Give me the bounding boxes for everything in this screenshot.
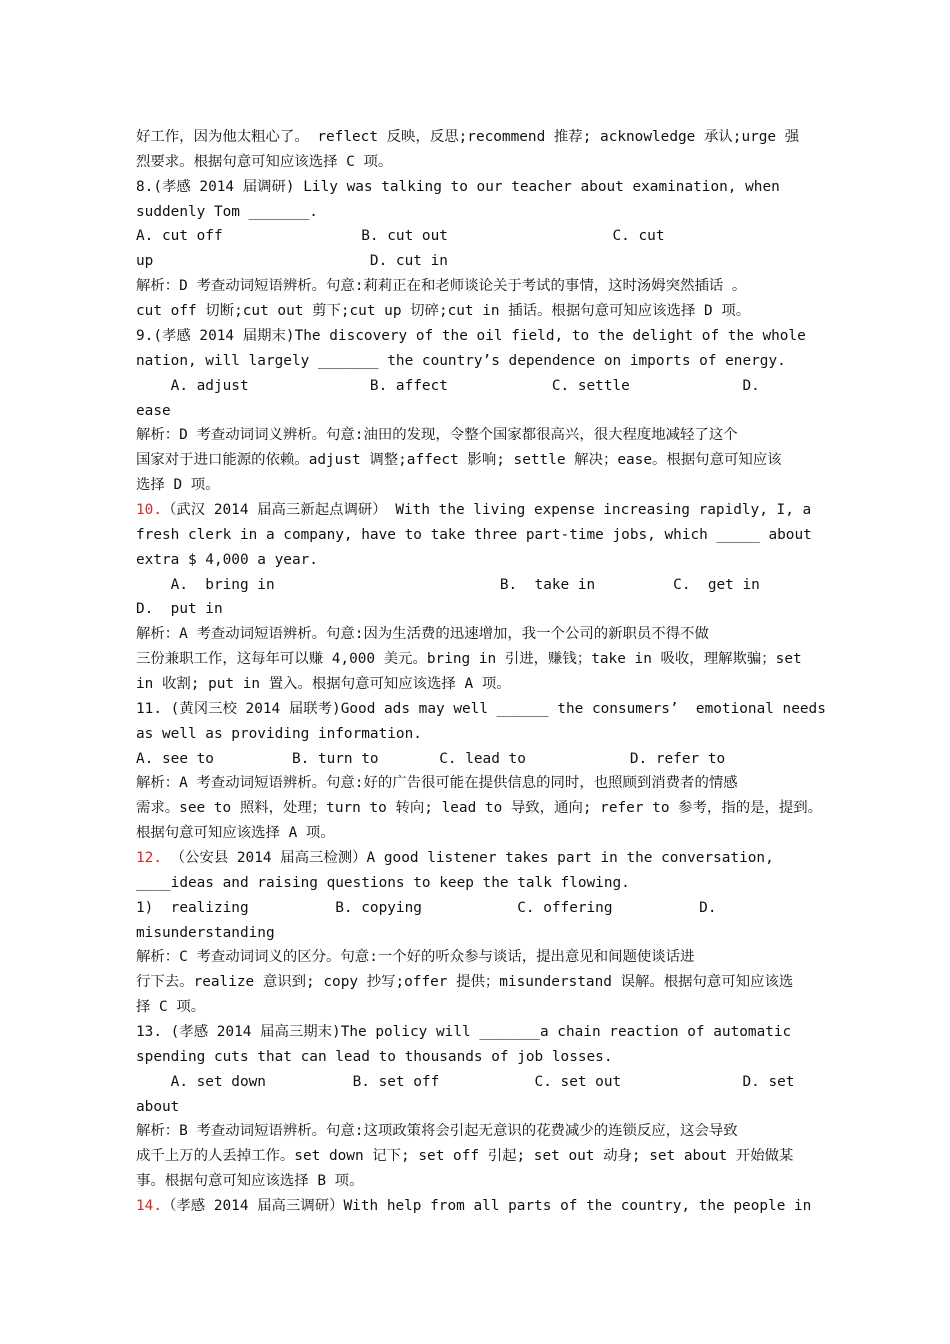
text-line	[136, 1045, 613, 1070]
text-line	[136, 573, 760, 598]
text-line	[136, 672, 511, 697]
text-segment: 8.(孝感 2014 届调研) Lily was talking to our teacher about examination, when	[136, 178, 780, 195]
text-line	[136, 846, 774, 871]
text-line	[136, 1119, 738, 1144]
question-number: 10.	[136, 501, 162, 518]
text-segment: ease	[136, 402, 171, 419]
text-segment: 解析：B 考查动词短语辨析。句意:这项政策将会引起无意识的花费减少的连锁反应，这会导致	[136, 1123, 738, 1140]
text-segment: A. adjust B. affect C. settle D.	[136, 377, 760, 394]
text-segment: in 收割; put in 置入。根据句意可知应该选择 A 项。	[136, 675, 511, 692]
text-line	[136, 274, 746, 299]
text-segment: 好工作，因为他太粗心了。 reflect 反映，反思;recommend 推荐; acknowledge 承认;urge 强	[136, 129, 800, 145]
text-segment: 解析：A 考查动词短语辨析。句意:好的广告很可能在提供信息的同时，也照顾到消费者的情感	[136, 775, 738, 792]
text-line	[136, 498, 811, 523]
text-segment: up D. cut in	[136, 253, 448, 270]
text-segment: 解析：D 考查动词短语辨析。句意:莉莉正在和老师谈论关于考试的事情，这时汤姆突然插话 。	[136, 278, 747, 295]
question-number: 12.	[136, 849, 162, 866]
text-line	[136, 871, 630, 896]
text-segment: 行下去。realize 意识到; copy 抄写;offer 提供；misunderstand 误解。根据句意可知应该选	[136, 974, 794, 991]
text-segment: A. set down B. set off C. set out D. set	[136, 1073, 795, 1090]
text-segment: cut off 切断;cut out 剪下;cut up 切碎;cut in 插话。根据句意可知应该选择 D 项。	[136, 303, 751, 319]
text-segment: 择 C 项。	[136, 999, 206, 1016]
text-line	[136, 597, 223, 622]
text-line	[136, 200, 318, 225]
text-segment: 解析：D 考查动词词义辨析。句意:油田的发现，令整个国家都很高兴，很大程度地减轻了这个	[136, 427, 738, 444]
text-line	[136, 473, 220, 498]
text-segment: as well as providing information.	[136, 725, 422, 742]
text-line	[136, 945, 694, 970]
text-line	[136, 697, 826, 722]
text-line	[136, 771, 738, 796]
text-line	[136, 324, 806, 349]
text-segment: misunderstanding	[136, 924, 275, 941]
text-segment: 事。根据句意可知应该选择 B 项。	[136, 1173, 364, 1190]
text-line	[136, 523, 812, 548]
text-segment: nation, will largely _______ the country’s dependence on imports of energy.	[136, 352, 786, 369]
text-line	[136, 374, 760, 399]
text-segment: 11. (黄冈三校 2014 届联考)Good ads may well ______ the consumers’ emotional needs	[136, 700, 826, 717]
text-line	[136, 970, 793, 995]
text-segment: 9.(孝感 2014 届期末)The discovery of the oil field, to the delight of the whole	[136, 327, 806, 344]
text-segment: （孝感 2014 届高三调研）With help from all parts of the country, the people in	[162, 1198, 812, 1214]
text-segment: 解析：A 考查动词短语辨析。句意:因为生活费的迅速增加，我一个公司的新职员不得不做	[136, 626, 709, 643]
text-line	[136, 299, 750, 324]
text-segment: 烈要求。根据句意可知应该选择 C 项。	[136, 153, 393, 170]
text-segment: 根据句意可知应该选择 A 项。	[136, 825, 335, 842]
text-line	[136, 622, 709, 647]
text-segment: fresh clerk in a company, have to take three part-time jobs, which _____ about	[136, 526, 812, 543]
text-segment: 需求。see to 照料，处理；turn to 转向; lead to 导致，通向; refer to 参考，指的是，提到。	[136, 800, 823, 817]
text-line	[136, 249, 448, 274]
text-line	[136, 647, 802, 672]
question-number: 14.	[136, 1198, 162, 1214]
text-line	[136, 921, 275, 946]
text-segment: about	[136, 1098, 180, 1115]
text-line	[136, 548, 318, 573]
text-segment: 成千上万的人丢掉工作。set down 记下; set off 引起; set out 动身; set about 开始做某	[136, 1148, 794, 1165]
text-line	[136, 896, 716, 921]
text-segment: A. see to B. turn to C. lead to D. refer to	[136, 750, 726, 767]
text-line	[136, 1169, 363, 1194]
text-segment: D. put in	[136, 601, 223, 618]
text-line	[136, 747, 725, 772]
text-segment: extra $ 4,000 a year.	[136, 551, 318, 568]
text-line	[136, 1194, 811, 1219]
text-segment: 三份兼职工作，这每年可以赚 4,000 美元。bring in 引进，赚钱；take in 吸收，理解欺骗；set	[136, 651, 802, 668]
text-line	[136, 722, 422, 747]
text-line	[136, 1144, 793, 1169]
text-line	[136, 796, 822, 821]
text-line	[136, 423, 738, 448]
text-segment: 选择 D 项。	[136, 477, 220, 493]
text-line	[136, 175, 780, 200]
text-segment: A. cut off B. cut out C. cut	[136, 228, 665, 245]
text-segment: ____ideas and raising questions to keep the talk flowing.	[136, 874, 630, 891]
text-line	[136, 349, 786, 374]
text-line	[136, 125, 799, 150]
text-segment: A. bring in B. take in C. get in	[136, 576, 760, 593]
text-line	[136, 448, 782, 473]
text-segment: （武汉 2014 届高三新起点调研） With the living expense increasing rapidly, I, a	[162, 501, 812, 518]
text-line	[136, 399, 171, 424]
text-segment: （公安县 2014 届高三检测）A good listener takes part in the conversation,	[162, 849, 774, 866]
text-segment: 解析：C 考查动词词义的区分。句意:一个好的听众参与谈话，提出意见和间题使谈话进	[136, 949, 695, 966]
text-line	[136, 224, 665, 249]
text-segment: 国家对于进口能源的依赖。adjust 调整;affect 影响; settle 解决；ease。根据句意可知应该	[136, 452, 782, 469]
text-segment: 1) realizing B. copying C. offering D.	[136, 899, 717, 916]
text-segment: spending cuts that can lead to thousands of job losses.	[136, 1048, 613, 1065]
text-line	[136, 821, 335, 846]
text-line	[136, 995, 205, 1020]
text-segment: suddenly Tom _______.	[136, 203, 318, 220]
text-line	[136, 1020, 791, 1045]
text-segment: 13. (孝感 2014 届高三期末)The policy will _______a chain reaction of automatic	[136, 1024, 792, 1040]
text-line	[136, 1070, 794, 1095]
text-line	[136, 1095, 179, 1120]
text-line	[136, 150, 392, 175]
